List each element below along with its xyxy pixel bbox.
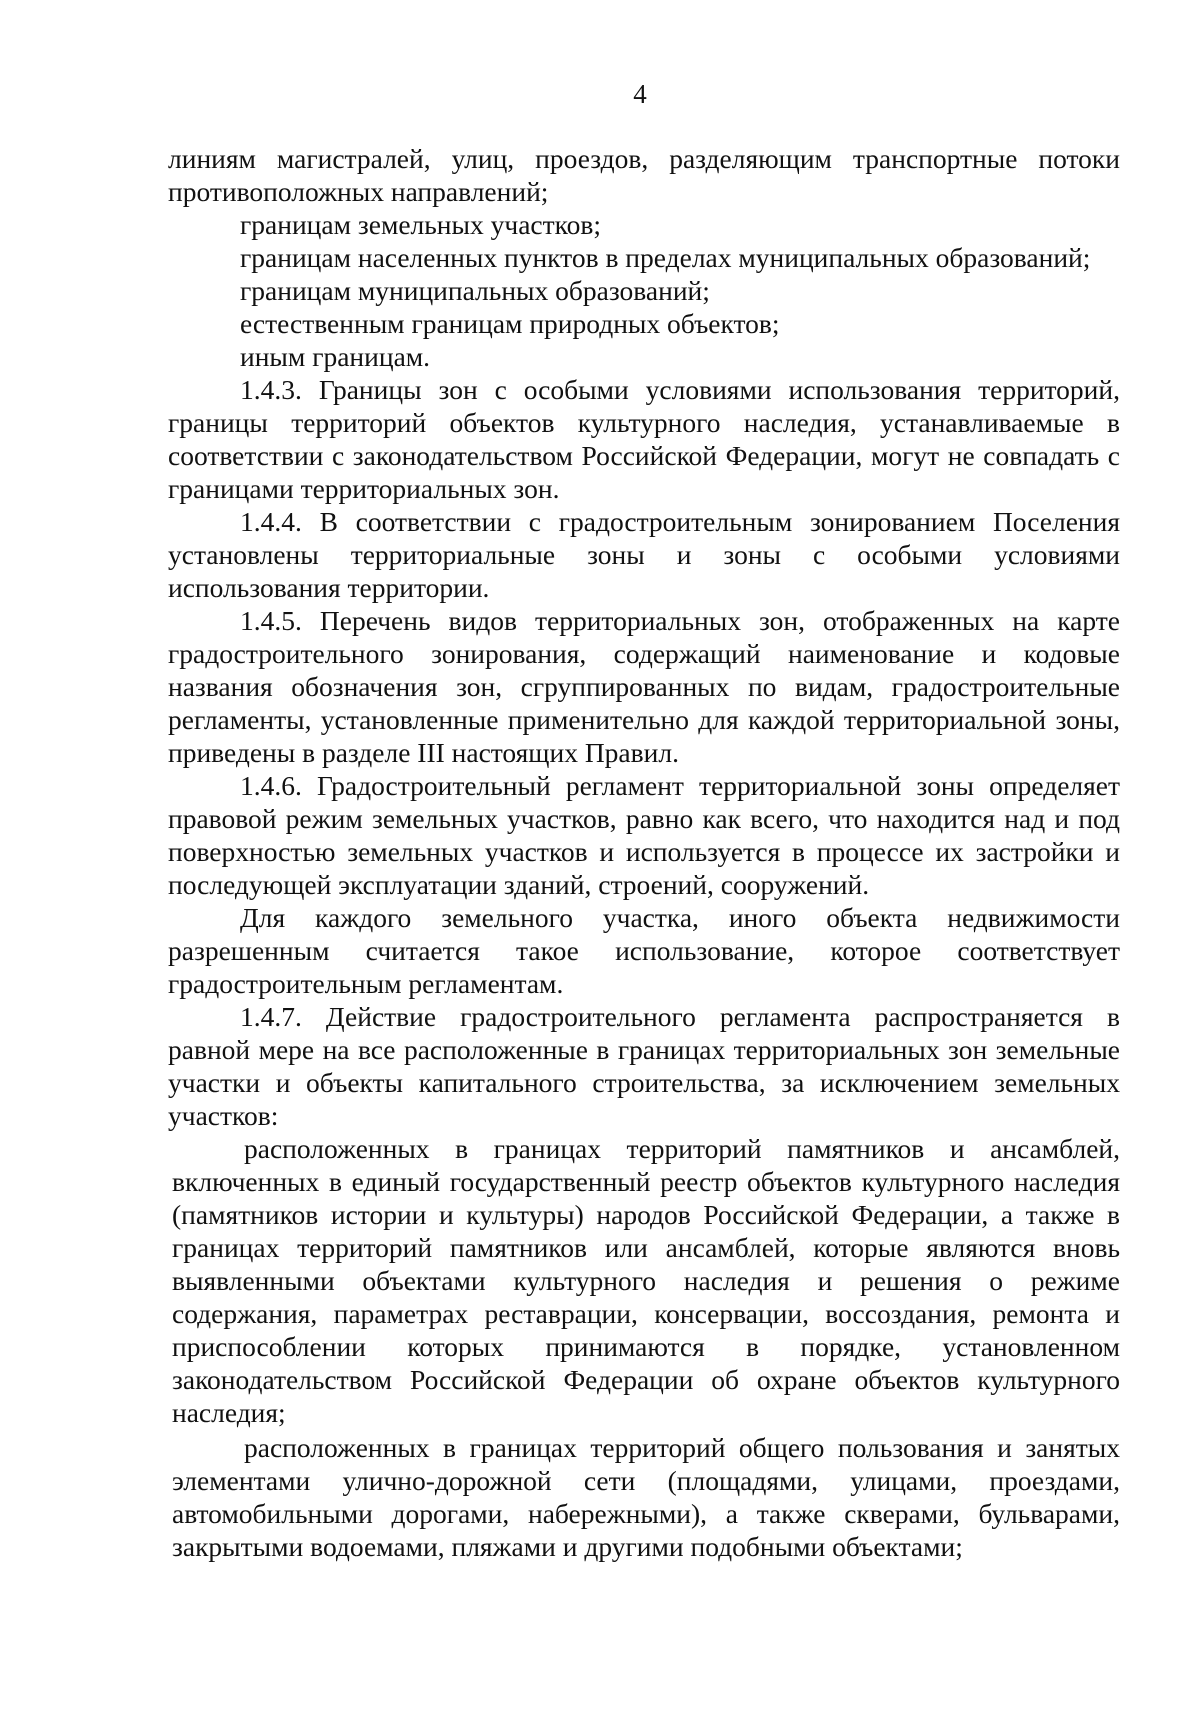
paragraph-1-4-7: 1.4.7. Действие градостроительного регламента распространяется в равной мере на все расположенные в границах территориальных зон земельные участки и объекты капитального строительства, за исключением земельных участков:: [168, 1001, 1120, 1131]
paragraph-1-4-4: 1.4.4. В соответствии с градостроительным зонированием Поселения установлены территориальные зоны и зоны с особыми условиями использования территории.: [168, 506, 1120, 603]
paragraph-permitted-use: Для каждого земельного участка, иного объекта недвижимости разрешенным считается такое использование, которое соответствует градостроительным регламентам.: [168, 902, 1120, 999]
paragraph-public-use-exception: расположенных в границах территорий общего пользования и занятых элементами улично-дорожной сети (площадями, улицами, проездами, автомобильными дорогами, набережными), а также скверами, бульварами, закрытыми водоемами, пляжами и другими подобными объектами;: [172, 1432, 1120, 1562]
paragraph-1-4-5: 1.4.5. Перечень видов территориальных зон, отображенных на карте градостроительного зонирования, содержащий наименование и кодовые названия обозначения зон, сгруппированных по видам, градостроительные регламенты, установленные применительно для каждой территориальной зоны, приведены в разделе III настоящих Правил.: [168, 605, 1120, 768]
paragraph-1-4-3: 1.4.3. Границы зон с особыми условиями использования территорий, границы территорий объектов культурного наследия, устанавливаемые в соответствии с законодательством Российской Федерации, могут не совпадать с границами территориальных зон.: [168, 374, 1120, 504]
paragraph-settlement-boundaries: границам населенных пунктов в пределах муниципальных образований;: [240, 242, 1091, 273]
paragraph-other-boundaries: иным границам.: [240, 341, 431, 372]
paragraph-boundary-lines: линиям магистралей, улиц, проездов, разделяющим транспортные потоки противоположных направлений;: [168, 143, 1120, 207]
paragraph-1-4-6: 1.4.6. Градостроительный регламент территориальной зоны определяет правовой режим земельных участков, равно как всего, что находится над и под поверхностью земельных участков и используется в процессе их застройки и последующей эксплуатации зданий, строений, сооружений.: [168, 770, 1120, 900]
document-body: [168, 142, 1120, 1563]
paragraph-land-plot-boundaries: границам земельных участков;: [240, 209, 601, 240]
page-number: 4: [633, 79, 647, 109]
paragraph-heritage-exception: расположенных в границах территорий памятников и ансамблей, включенных в единый государственный реестр объектов культурного наследия (памятников истории и культуры) народов Российской Федерации, а также в границах территорий памятников или ансамблей, которые являются вновь выявленными объектами культурного наследия и решения о режиме содержания, параметрах реставрации, консервации, воссоздания, ремонта и приспособлении которых принимаются в порядке, установленном законодательством Российской Федерации об охране объектов культурного наследия;: [172, 1133, 1120, 1428]
paragraph-municipal-boundaries: границам муниципальных образований;: [240, 275, 710, 306]
paragraph-natural-boundaries: естественным границам природных объектов;: [240, 308, 780, 339]
